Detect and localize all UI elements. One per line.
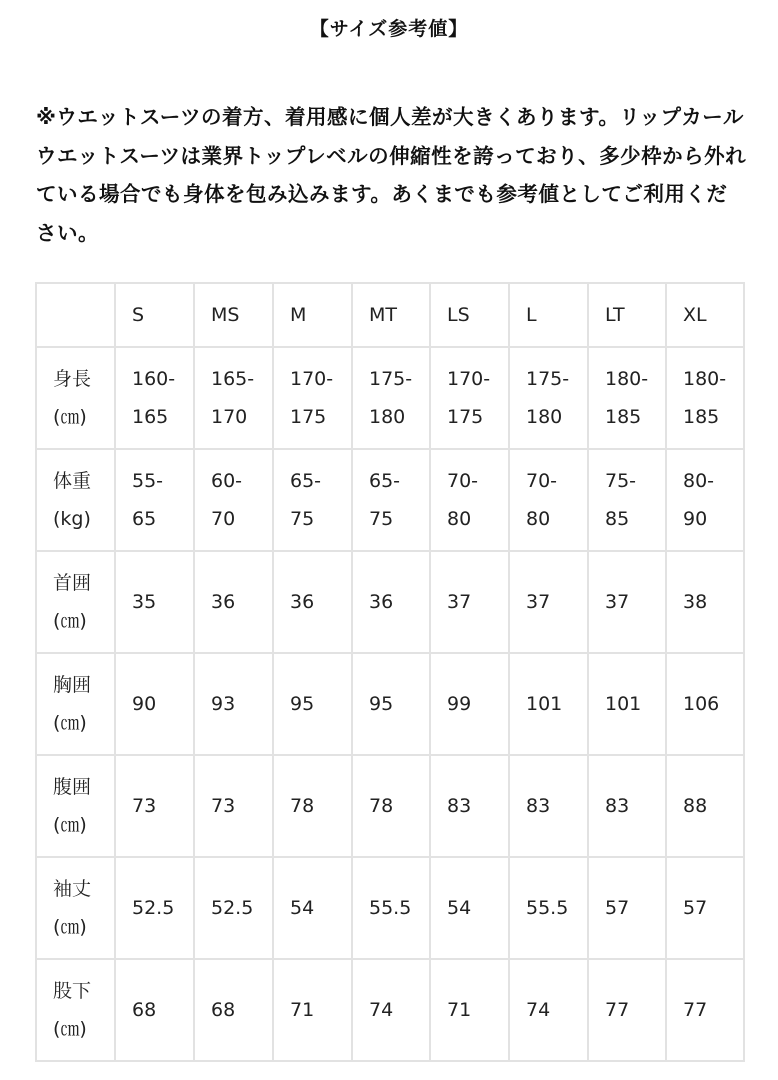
cell-value: 180	[526, 406, 563, 428]
cell-value: 185	[605, 406, 642, 428]
cell-value: 37	[605, 591, 630, 613]
table-cell	[588, 347, 666, 449]
table-cell	[430, 653, 509, 755]
table-cell	[273, 857, 352, 959]
table-cell	[588, 551, 666, 653]
cell-value: 78	[290, 795, 315, 817]
cell-value: 83	[447, 795, 472, 817]
cell-value: 68	[211, 999, 236, 1021]
cell-value: 80	[447, 508, 472, 530]
cell-value: 99	[447, 693, 472, 715]
table-cell	[194, 653, 273, 755]
cell-value: 175	[447, 406, 484, 428]
table-cell	[352, 449, 430, 551]
table-cell	[115, 653, 194, 755]
table-cell	[352, 551, 430, 653]
cell-value: 90	[132, 693, 157, 715]
table-cell	[115, 347, 194, 449]
cell-value: 55.5	[369, 897, 412, 919]
table-cell	[509, 857, 588, 959]
row-label-cell	[36, 551, 115, 653]
table-row	[36, 653, 744, 755]
table-cell	[430, 755, 509, 857]
table-row	[36, 857, 744, 959]
row-label-cell	[36, 755, 115, 857]
table-cell	[588, 857, 666, 959]
size-header: XL	[666, 283, 744, 347]
table-cell	[115, 551, 194, 653]
row-unit: (㎝)	[53, 916, 87, 938]
cell-value: 71	[290, 999, 315, 1021]
cell-value: 180-	[605, 368, 649, 390]
cell-value: 77	[605, 999, 630, 1021]
size-note: ※ウエットスーツの着方、着用感に個人差が大きくあります。リップカールウエットスーツは業界トップレベルの伸縮性を誇っており、多少枠から外れている場合でも身体を包み込みます。あくまでも参考値としてご利用ください。	[36, 105, 747, 245]
row-label-cell	[36, 653, 115, 755]
row-unit: (㎝)	[53, 814, 87, 836]
cell-value: 54	[447, 897, 472, 919]
row-unit: (㎝)	[53, 1018, 87, 1040]
table-row	[36, 959, 744, 1061]
row-label: 体重	[53, 470, 92, 492]
cell-value: 57	[605, 897, 630, 919]
cell-value: 175-	[369, 368, 413, 390]
cell-value: 73	[132, 795, 157, 817]
cell-value: 54	[290, 897, 315, 919]
size-header: M	[273, 283, 352, 347]
cell-value: 88	[683, 795, 708, 817]
table-cell	[509, 449, 588, 551]
cell-value: 170-	[290, 368, 334, 390]
size-table	[35, 282, 745, 1062]
table-cell	[430, 959, 509, 1061]
table-cell	[430, 347, 509, 449]
table-cell	[194, 857, 273, 959]
table-cell	[352, 347, 430, 449]
size-header: LT	[588, 283, 666, 347]
table-cell	[352, 857, 430, 959]
table-cell	[588, 449, 666, 551]
cell-value: 65	[132, 508, 157, 530]
table-cell	[509, 959, 588, 1061]
cell-value: 70	[211, 508, 236, 530]
table-cell	[352, 959, 430, 1061]
cell-value: 65-	[369, 470, 401, 492]
table-cell	[666, 959, 744, 1061]
table-body	[36, 347, 744, 1061]
table-cell	[194, 347, 273, 449]
row-unit: (㎝)	[53, 406, 87, 428]
cell-value: 185	[683, 406, 720, 428]
cell-value: 101	[605, 693, 642, 715]
size-header: S	[115, 283, 194, 347]
table-cell	[194, 449, 273, 551]
cell-value: 55.5	[526, 897, 569, 919]
cell-value: 55-	[132, 470, 164, 492]
row-label: 胸囲	[53, 674, 92, 696]
row-label: 袖丈	[53, 878, 92, 900]
cell-value: 78	[369, 795, 394, 817]
table-cell	[588, 755, 666, 857]
table-cell	[273, 755, 352, 857]
cell-value: 77	[683, 999, 708, 1021]
table-cell	[509, 755, 588, 857]
table-cell	[194, 959, 273, 1061]
cell-value: 74	[369, 999, 394, 1021]
cell-value: 175-	[526, 368, 570, 390]
cell-value: 80-	[683, 470, 715, 492]
table-cell	[115, 959, 194, 1061]
row-label-cell	[36, 347, 115, 449]
cell-value: 165	[132, 406, 169, 428]
cell-value: 180-	[683, 368, 727, 390]
cell-value: 36	[211, 591, 236, 613]
row-label-cell	[36, 959, 115, 1061]
table-cell	[588, 959, 666, 1061]
table-cell	[352, 755, 430, 857]
cell-value: 38	[683, 591, 708, 613]
cell-value: 90	[683, 508, 708, 530]
table-cell	[588, 653, 666, 755]
cell-value: 95	[369, 693, 394, 715]
row-unit: (kg)	[53, 508, 91, 530]
table-cell	[273, 653, 352, 755]
cell-value: 70-	[447, 470, 479, 492]
cell-value: 52.5	[132, 897, 175, 919]
table-cell	[666, 653, 744, 755]
cell-value: 35	[132, 591, 157, 613]
cell-value: 36	[369, 591, 394, 613]
row-label-cell	[36, 857, 115, 959]
cell-value: 52.5	[211, 897, 254, 919]
table-cell	[273, 347, 352, 449]
table-cell	[115, 755, 194, 857]
cell-value: 83	[605, 795, 630, 817]
table-cell	[194, 755, 273, 857]
table-cell	[352, 653, 430, 755]
cell-value: 75-	[605, 470, 637, 492]
row-label-cell	[36, 449, 115, 551]
table-cell	[509, 347, 588, 449]
table-cell	[430, 449, 509, 551]
table-row	[36, 551, 744, 653]
cell-value: 60-	[211, 470, 243, 492]
table-cell	[115, 449, 194, 551]
row-label: 身長	[53, 368, 92, 390]
table-cell	[666, 857, 744, 959]
cell-value: 74	[526, 999, 551, 1021]
table-cell	[273, 449, 352, 551]
row-unit: (㎝)	[53, 610, 87, 632]
table-cell	[430, 857, 509, 959]
page-title: 【サイズ参考値】	[309, 18, 469, 40]
table-row	[36, 347, 744, 449]
cell-value: 37	[526, 591, 551, 613]
cell-value: 57	[683, 897, 708, 919]
cell-value: 75	[369, 508, 394, 530]
cell-value: 106	[683, 693, 720, 715]
corner-cell	[36, 283, 115, 347]
cell-value: 170	[211, 406, 248, 428]
table-cell	[666, 449, 744, 551]
cell-value: 73	[211, 795, 236, 817]
size-header: MT	[352, 283, 430, 347]
cell-value: 101	[526, 693, 563, 715]
row-label: 股下	[53, 980, 92, 1002]
cell-value: 71	[447, 999, 472, 1021]
size-header: L	[509, 283, 588, 347]
table-cell	[273, 959, 352, 1061]
cell-value: 93	[211, 693, 236, 715]
table-cell	[115, 857, 194, 959]
cell-value: 70-	[526, 470, 558, 492]
table-cell	[430, 551, 509, 653]
cell-value: 80	[526, 508, 551, 530]
cell-value: 37	[447, 591, 472, 613]
row-label: 腹囲	[53, 776, 92, 798]
table-cell	[509, 653, 588, 755]
cell-value: 85	[605, 508, 630, 530]
cell-value: 165-	[211, 368, 255, 390]
table-cell	[666, 347, 744, 449]
cell-value: 170-	[447, 368, 491, 390]
cell-value: 75	[290, 508, 315, 530]
cell-value: 36	[290, 591, 315, 613]
cell-value: 180	[369, 406, 406, 428]
size-header: LS	[430, 283, 509, 347]
size-header: MS	[194, 283, 273, 347]
table-cell	[509, 551, 588, 653]
cell-value: 83	[526, 795, 551, 817]
table-header-row	[36, 283, 744, 347]
cell-value: 68	[132, 999, 157, 1021]
table-cell	[666, 551, 744, 653]
table-cell	[194, 551, 273, 653]
cell-value: 95	[290, 693, 315, 715]
table-cell	[666, 755, 744, 857]
cell-value: 175	[290, 406, 327, 428]
table-row	[36, 755, 744, 857]
cell-value: 65-	[290, 470, 322, 492]
row-label: 首囲	[53, 572, 92, 594]
table-cell	[273, 551, 352, 653]
table-row	[36, 449, 744, 551]
cell-value: 160-	[132, 368, 176, 390]
row-unit: (㎝)	[53, 712, 87, 734]
